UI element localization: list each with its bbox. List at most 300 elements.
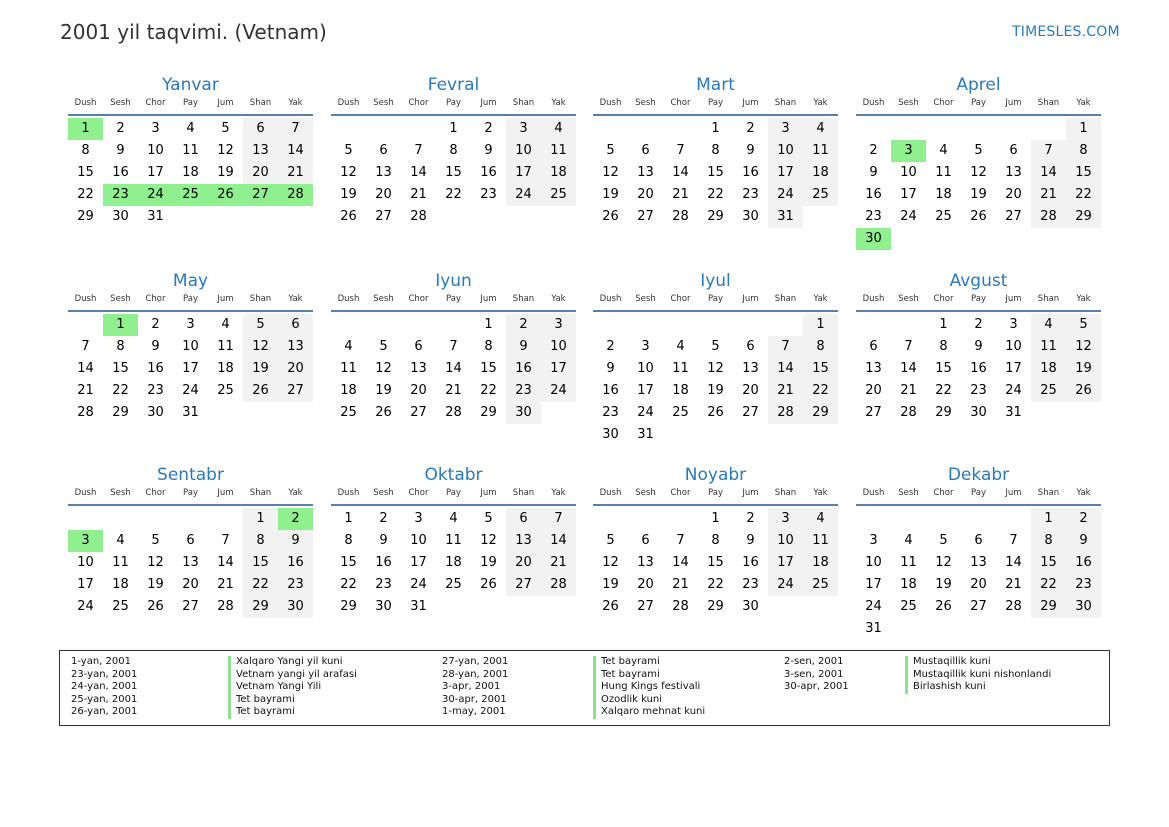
day-cell: 20 — [278, 358, 313, 380]
day-cell: 7 — [1031, 140, 1066, 162]
weekday-label: Shan — [249, 294, 272, 304]
day-cell: 23 — [970, 383, 987, 398]
day-cell: 24 — [182, 383, 199, 398]
day-cell: 7 — [278, 118, 313, 140]
empty-cell — [856, 118, 891, 140]
day-cell: 14 — [1031, 162, 1066, 184]
day-cell: 28 — [900, 405, 917, 420]
day-cell: 8 — [803, 336, 838, 358]
brand-link[interactable]: TIMESLES.COM — [1012, 24, 1120, 40]
day-cell: 8 — [939, 339, 948, 354]
day-cell: 21 — [900, 383, 917, 398]
weekday-label: Sesh — [898, 488, 919, 498]
day-cell: 10 — [147, 143, 164, 158]
empty-cell — [593, 118, 628, 140]
weekday-header — [331, 486, 576, 506]
day-cell: 24 — [1005, 383, 1022, 398]
day-cell: 4 — [803, 118, 838, 140]
weekday-label: Chor — [145, 294, 166, 304]
day-cell: 6 — [506, 508, 541, 530]
weekday-label: Chor — [145, 98, 166, 108]
day-cell: 7 — [221, 533, 230, 548]
day-cell: 22 — [445, 187, 462, 202]
day-cell: 16 — [480, 165, 497, 180]
day-cell: 18 — [217, 361, 234, 376]
day-grid — [68, 508, 313, 618]
day-cell: 6 — [243, 118, 278, 140]
holiday-day-cell: 26 — [208, 184, 243, 206]
weekday-label: Yak — [1076, 294, 1091, 304]
weekday-label: Pay — [446, 98, 461, 108]
weekday-label: Yak — [551, 488, 566, 498]
holiday-day-cell: 1 — [68, 118, 103, 140]
day-cell: 1 — [449, 121, 458, 136]
day-cell: 28 — [217, 599, 234, 614]
day-cell: 26 — [602, 209, 619, 224]
empty-cell — [436, 314, 471, 336]
legend-holiday-name: Mustaqillik kuni — [905, 656, 1051, 669]
day-cell: 31 — [865, 621, 882, 636]
weekday-label: Chor — [408, 294, 429, 304]
day-cell: 19 — [340, 187, 357, 202]
weekday-label: Pay — [183, 98, 198, 108]
day-cell: 25 — [803, 574, 838, 596]
month-name: Fevral — [427, 75, 480, 95]
legend-holiday-name: Hung Kings festivali — [593, 681, 705, 694]
day-cell: 22 — [707, 187, 724, 202]
weekday-label: Pay — [446, 488, 461, 498]
day-cell: 22 — [77, 187, 94, 202]
day-cell: 24 — [768, 184, 803, 206]
day-cell: 15 — [445, 165, 462, 180]
day-cell: 14 — [410, 165, 427, 180]
weekday-label: Dush — [862, 294, 885, 304]
day-cell: 12 — [147, 555, 164, 570]
legend-dates-column — [442, 656, 508, 719]
day-cell: 19 — [243, 358, 278, 380]
legend-date: 28-yan, 2001 — [442, 668, 509, 680]
day-cell: 14 — [900, 361, 917, 376]
weekday-label: Chor — [145, 488, 166, 498]
weekday-label: Pay — [971, 98, 986, 108]
day-cell: 9 — [869, 165, 878, 180]
day-cell: 13 — [243, 140, 278, 162]
holiday-day-cell: 1 — [103, 314, 138, 336]
day-cell: 21 — [217, 577, 234, 592]
empty-cell — [331, 118, 366, 140]
day-cell: 14 — [768, 358, 803, 380]
day-cell: 3 — [151, 121, 160, 136]
day-cell: 12 — [970, 165, 987, 180]
day-cell: 17 — [410, 555, 427, 570]
day-cell: 9 — [606, 361, 615, 376]
weekday-label: Sesh — [110, 488, 131, 498]
holiday-day-cell: 28 — [278, 184, 313, 206]
day-cell: 5 — [243, 314, 278, 336]
empty-cell — [891, 118, 926, 140]
weekday-label: Jum — [742, 294, 759, 304]
weekday-header — [68, 96, 313, 116]
weekday-label: Shan — [774, 294, 797, 304]
day-cell: 12 — [602, 555, 619, 570]
weekday-label: Yak — [813, 488, 828, 498]
day-cell: 9 — [1066, 530, 1101, 552]
day-cell: 3 — [869, 533, 878, 548]
day-cell: 14 — [445, 361, 462, 376]
day-cell: 5 — [606, 533, 615, 548]
weekday-label: Jum — [1005, 98, 1022, 108]
day-cell: 20 — [506, 552, 541, 574]
holiday-day-cell: 2 — [278, 508, 313, 530]
day-cell: 7 — [676, 533, 685, 548]
day-cell: 14 — [541, 530, 576, 552]
day-cell: 30 — [970, 405, 987, 420]
day-cell: 11 — [803, 140, 838, 162]
day-cell: 17 — [147, 165, 164, 180]
day-cell: 11 — [112, 555, 129, 570]
day-cell: 4 — [541, 118, 576, 140]
legend-date: 2-sen, 2001 — [784, 656, 844, 667]
weekday-label: Pay — [708, 98, 723, 108]
day-cell: 17 — [541, 358, 576, 380]
legend-date: 3-apr, 2001 — [442, 681, 501, 693]
weekday-label: Shan — [774, 488, 797, 498]
day-cell: 1 — [711, 121, 720, 136]
month-dekabr — [856, 464, 1101, 640]
day-cell: 29 — [1066, 206, 1101, 228]
day-cell: 19 — [602, 577, 619, 592]
day-cell: 10 — [410, 533, 427, 548]
day-cell: 30 — [375, 599, 392, 614]
day-cell: 23 — [506, 380, 541, 402]
day-cell: 31 — [410, 599, 427, 614]
day-cell: 2 — [746, 511, 755, 526]
weekday-label: Dush — [74, 294, 97, 304]
legend-holiday-name: Vetnam Yangi Yili — [228, 681, 357, 694]
day-cell: 10 — [506, 140, 541, 162]
day-cell: 2 — [869, 143, 878, 158]
day-cell: 9 — [379, 533, 388, 548]
day-cell: 13 — [970, 555, 987, 570]
holiday-legend — [59, 650, 1110, 726]
day-cell: 15 — [803, 358, 838, 380]
day-cell: 18 — [541, 162, 576, 184]
day-cell: 18 — [182, 165, 199, 180]
day-cell: 15 — [480, 361, 497, 376]
day-cell: 5 — [344, 143, 353, 158]
weekday-label: Dush — [74, 98, 97, 108]
empty-cell — [698, 314, 733, 336]
weekday-label: Jum — [217, 294, 234, 304]
day-cell: 23 — [742, 187, 759, 202]
day-cell: 20 — [637, 187, 654, 202]
day-cell: 25 — [217, 383, 234, 398]
empty-cell — [331, 314, 366, 336]
day-cell: 24 — [541, 380, 576, 402]
day-cell: 30 — [742, 599, 759, 614]
empty-cell — [768, 314, 803, 336]
page-title: 2001 yil taqvimi. (Vetnam) — [60, 20, 327, 44]
day-cell: 13 — [637, 555, 654, 570]
day-cell: 28 — [1031, 206, 1066, 228]
empty-cell — [961, 508, 996, 530]
empty-cell — [628, 314, 663, 336]
weekday-label: Dush — [862, 488, 885, 498]
day-cell: 27 — [970, 599, 987, 614]
day-cell: 25 — [445, 577, 462, 592]
day-cell: 19 — [970, 187, 987, 202]
day-cell: 16 — [278, 552, 313, 574]
day-grid — [331, 314, 576, 424]
month-mart — [593, 74, 838, 228]
day-cell: 16 — [1066, 552, 1101, 574]
weekday-label: Sesh — [635, 488, 656, 498]
day-cell: 9 — [746, 143, 755, 158]
weekday-label: Sesh — [373, 294, 394, 304]
day-cell: 3 — [506, 118, 541, 140]
day-cell: 26 — [602, 599, 619, 614]
day-cell: 9 — [278, 530, 313, 552]
day-cell: 19 — [935, 577, 952, 592]
day-cell: 19 — [602, 187, 619, 202]
day-cell: 29 — [480, 405, 497, 420]
day-cell: 11 — [340, 361, 357, 376]
day-cell: 2 — [1066, 508, 1101, 530]
month-iyun — [331, 270, 576, 424]
day-cell: 23 — [147, 383, 164, 398]
empty-cell — [663, 508, 698, 530]
weekday-label: Sesh — [373, 98, 394, 108]
month-name: May — [172, 271, 209, 291]
day-cell: 24 — [77, 599, 94, 614]
day-cell: 15 — [1066, 162, 1101, 184]
day-cell: 6 — [379, 143, 388, 158]
day-cell: 10 — [77, 555, 94, 570]
day-cell: 8 — [484, 339, 493, 354]
empty-cell — [401, 314, 436, 336]
month-name: Noyabr — [684, 465, 747, 485]
day-cell: 8 — [81, 143, 90, 158]
day-cell: 30 — [278, 596, 313, 618]
weekday-label: Yak — [288, 98, 303, 108]
legend-holiday-name: Tet bayrami — [593, 669, 705, 682]
weekday-label: Yak — [1076, 488, 1091, 498]
day-cell: 7 — [414, 143, 423, 158]
day-grid — [593, 508, 838, 618]
day-cell: 1 — [803, 314, 838, 336]
day-cell: 3 — [768, 508, 803, 530]
day-cell: 12 — [217, 143, 234, 158]
day-cell: 24 — [410, 577, 427, 592]
day-cell: 4 — [221, 317, 230, 332]
day-cell: 4 — [939, 143, 948, 158]
day-cell: 27 — [1005, 209, 1022, 224]
legend-date: 27-yan, 2001 — [442, 656, 509, 667]
day-cell: 20 — [243, 162, 278, 184]
day-cell: 10 — [541, 336, 576, 358]
empty-cell — [401, 118, 436, 140]
day-cell: 24 — [865, 599, 882, 614]
weekday-label: Shan — [512, 98, 535, 108]
day-cell: 11 — [900, 555, 917, 570]
day-cell: 20 — [637, 577, 654, 592]
weekday-header — [593, 486, 838, 506]
month-name: Iyul — [700, 271, 731, 291]
day-cell: 10 — [182, 339, 199, 354]
day-cell: 23 — [742, 577, 759, 592]
weekday-label: Chor — [670, 98, 691, 108]
day-cell: 1 — [243, 508, 278, 530]
day-cell: 27 — [637, 599, 654, 614]
day-cell: 4 — [1031, 314, 1066, 336]
day-cell: 16 — [375, 555, 392, 570]
month-name: Dekabr — [947, 465, 1010, 485]
month-name: Avgust — [949, 271, 1008, 291]
day-cell: 12 — [602, 165, 619, 180]
day-cell: 4 — [449, 511, 458, 526]
day-cell: 21 — [1031, 184, 1066, 206]
day-cell: 3 — [768, 118, 803, 140]
day-cell: 22 — [480, 383, 497, 398]
day-cell: 18 — [672, 383, 689, 398]
day-cell: 7 — [449, 339, 458, 354]
day-cell: 9 — [974, 339, 983, 354]
day-cell: 7 — [81, 339, 90, 354]
day-cell: 27 — [375, 209, 392, 224]
day-cell: 18 — [935, 187, 952, 202]
empty-cell — [856, 508, 891, 530]
day-grid — [856, 118, 1101, 250]
day-cell: 10 — [900, 165, 917, 180]
day-cell: 26 — [375, 405, 392, 420]
day-cell: 25 — [672, 405, 689, 420]
month-fevral — [331, 74, 576, 228]
holiday-day-cell: 24 — [138, 184, 173, 206]
day-cell: 17 — [768, 162, 803, 184]
day-cell: 2 — [116, 121, 125, 136]
day-cell: 9 — [484, 143, 493, 158]
day-cell: 30 — [1066, 596, 1101, 618]
empty-cell — [138, 508, 173, 530]
weekday-label: Chor — [933, 98, 954, 108]
weekday-label: Shan — [774, 98, 797, 108]
month-yanvar — [68, 74, 313, 228]
day-cell: 7 — [676, 143, 685, 158]
day-cell: 4 — [676, 339, 685, 354]
day-cell: 13 — [410, 361, 427, 376]
empty-cell — [926, 118, 961, 140]
holiday-day-cell: 25 — [173, 184, 208, 206]
weekday-label: Jum — [217, 98, 234, 108]
day-cell: 19 — [147, 577, 164, 592]
month-avgust — [856, 270, 1101, 424]
month-aprel — [856, 74, 1101, 250]
day-cell: 31 — [1005, 405, 1022, 420]
legend-date: 30-apr, 2001 — [784, 681, 849, 693]
weekday-label: Shan — [1037, 294, 1060, 304]
day-cell: 4 — [344, 339, 353, 354]
day-cell: 11 — [217, 339, 234, 354]
day-cell: 6 — [641, 143, 650, 158]
day-cell: 11 — [445, 533, 462, 548]
day-cell: 3 — [541, 314, 576, 336]
day-cell: 21 — [77, 383, 94, 398]
month-name: Oktabr — [424, 465, 483, 485]
month-name: Iyun — [435, 271, 472, 291]
legend-holiday-name: Mustaqillik kuni nishonlandi — [905, 669, 1051, 682]
weekday-label: Chor — [933, 488, 954, 498]
day-cell: 10 — [865, 555, 882, 570]
legend-date: 23-yan, 2001 — [71, 668, 138, 680]
day-cell: 18 — [340, 383, 357, 398]
legend-date: 1-may, 2001 — [442, 706, 506, 718]
day-cell: 12 — [1066, 336, 1101, 358]
day-cell: 25 — [340, 405, 357, 420]
day-cell: 26 — [935, 599, 952, 614]
day-cell: 26 — [243, 380, 278, 402]
day-cell: 17 — [1005, 361, 1022, 376]
day-cell: 3 — [1009, 317, 1018, 332]
day-cell: 24 — [768, 574, 803, 596]
day-cell: 22 — [1066, 184, 1101, 206]
day-cell: 9 — [506, 336, 541, 358]
weekday-label: Jum — [480, 98, 497, 108]
day-cell: 30 — [506, 402, 541, 424]
day-cell: 6 — [414, 339, 423, 354]
day-cell: 5 — [606, 143, 615, 158]
day-cell: 16 — [112, 165, 129, 180]
day-cell: 19 — [217, 165, 234, 180]
legend-holiday-name: Tet bayrami — [593, 656, 705, 669]
day-cell: 15 — [935, 361, 952, 376]
day-cell: 25 — [803, 184, 838, 206]
day-cell: 21 — [541, 552, 576, 574]
day-cell: 22 — [340, 577, 357, 592]
legend-date: 25-yan, 2001 — [71, 693, 138, 705]
day-cell: 20 — [375, 187, 392, 202]
day-cell: 2 — [151, 317, 160, 332]
day-cell: 5 — [974, 143, 983, 158]
weekday-label: Pay — [708, 294, 723, 304]
legend-date: 24-yan, 2001 — [71, 681, 138, 693]
day-grid — [856, 314, 1101, 424]
day-cell: 31 — [182, 405, 199, 420]
legend-holiday-name: Vetnam yangi yil arafasi — [228, 669, 357, 682]
day-cell: 16 — [865, 187, 882, 202]
weekday-label: Dush — [337, 488, 360, 498]
weekday-label: Sesh — [110, 98, 131, 108]
month-name: Sentabr — [157, 465, 224, 485]
day-cell: 7 — [904, 339, 913, 354]
day-cell: 13 — [375, 165, 392, 180]
day-cell: 19 — [1066, 358, 1101, 380]
empty-cell — [366, 118, 401, 140]
weekday-label: Pay — [183, 294, 198, 304]
day-cell: 10 — [637, 361, 654, 376]
month-noyabr — [593, 464, 838, 618]
day-cell: 20 — [410, 383, 427, 398]
day-cell: 17 — [77, 577, 94, 592]
day-cell: 6 — [186, 533, 195, 548]
day-cell: 30 — [147, 405, 164, 420]
weekday-label: Yak — [288, 488, 303, 498]
day-grid — [331, 118, 576, 228]
day-cell: 17 — [182, 361, 199, 376]
weekday-label: Chor — [670, 294, 691, 304]
empty-cell — [593, 314, 628, 336]
day-cell: 14 — [672, 165, 689, 180]
weekday-header — [331, 96, 576, 116]
